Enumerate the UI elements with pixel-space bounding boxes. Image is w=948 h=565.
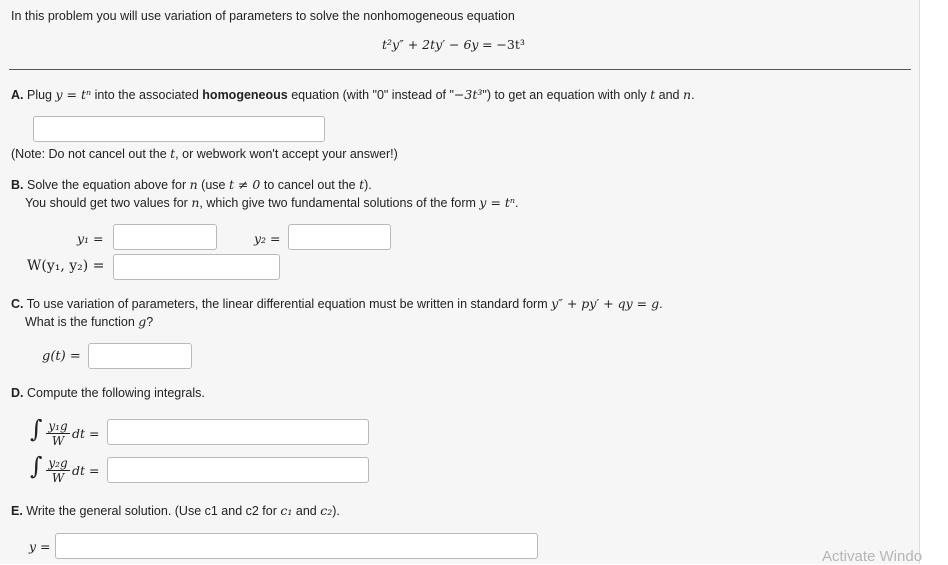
wronskian-label: W(y₁, y₂) = — [27, 258, 105, 274]
general-solution-input[interactable] — [55, 533, 538, 559]
part-e-letter: E. — [11, 504, 23, 518]
part-e-text-2: and — [295, 504, 317, 518]
part-a-math-4: n — [683, 87, 692, 102]
integral-1-denominator: W — [51, 434, 65, 448]
note-text-1: (Note: Do not cancel out the — [11, 147, 167, 161]
y2-label: y₂ = — [254, 231, 281, 246]
integral-2-dt: dt = — [72, 463, 100, 478]
part-e-math-2: c₂ — [320, 503, 333, 518]
part-b-letter: B. — [11, 178, 24, 192]
part-c-letter: C. — [11, 297, 24, 311]
y1-input[interactable] — [113, 224, 217, 250]
part-b-text-2: (use — [201, 178, 226, 192]
part-b-text-1: Solve the equation above for — [26, 178, 187, 192]
integral-2-input[interactable] — [107, 457, 369, 483]
equation-rhs: = −3t³ — [481, 37, 525, 52]
part-a-letter: A. — [11, 88, 24, 102]
part-e-math-1: c₁ — [280, 503, 293, 518]
divider — [9, 69, 911, 70]
part-a-text-4: ") to get an equation with only — [482, 88, 647, 102]
part-e-text-1: Write the general solution. (Use c1 and c2 for — [26, 504, 277, 518]
part-b-text-5: You should get two values for — [25, 196, 188, 210]
note-text-2: , or webwork won't accept your answer!) — [175, 147, 398, 161]
part-c-line-2 — [25, 314, 153, 329]
panel-border — [919, 0, 920, 564]
integral-2-denominator: W — [51, 471, 65, 485]
part-b-line-1 — [11, 177, 372, 192]
part-b-math-1: n — [189, 177, 198, 192]
equation-lhs: t²y″ + 2ty′ − 6y — [382, 37, 479, 52]
part-c-text-1: To use variation of parameters, the linear differential equation must be written in standard form — [26, 297, 548, 311]
part-a-math-1: y = tⁿ — [55, 87, 92, 102]
part-b-math-3: t — [359, 177, 365, 192]
part-a-text-6: . — [691, 88, 695, 102]
part-e-text-3: ). — [332, 504, 340, 518]
part-c-math-2: g — [138, 314, 147, 329]
integral-1-numerator: y₁g — [48, 419, 68, 433]
part-b-text-7: . — [515, 196, 519, 210]
part-b-text-3: to cancel out the — [263, 178, 356, 192]
integral-2-symbol: ∫ — [30, 452, 43, 480]
part-c-text-4: ? — [146, 315, 154, 329]
part-c-text-2: . — [659, 297, 663, 311]
part-a-note — [11, 146, 398, 161]
note-math: t — [170, 146, 176, 161]
part-b-text-6: , which give two fundamental solutions of the form — [199, 196, 476, 210]
part-a-text-3: equation (with "0" instead of " — [291, 88, 454, 102]
part-a-answer-input[interactable] — [33, 116, 325, 142]
g-input[interactable] — [88, 343, 192, 369]
part-c-line-1 — [11, 296, 663, 311]
part-d-instruction — [11, 386, 205, 400]
y1-label: y₁ = — [77, 231, 104, 246]
part-d-text: Compute the following integrals. — [26, 386, 205, 400]
part-d-letter: D. — [11, 386, 24, 400]
y2-input[interactable] — [288, 224, 391, 250]
part-c-text-3: What is the function — [25, 315, 135, 329]
wronskian-input[interactable] — [113, 254, 280, 280]
part-a-bold: homogeneous — [202, 88, 288, 102]
intro-text: In this problem you will use variation of parameters to solve the nonhomogeneous equation — [11, 9, 515, 23]
part-a-math-2: −3t³ — [453, 87, 483, 102]
main-equation — [382, 37, 525, 52]
part-b-math-4: n — [191, 195, 200, 210]
activate-windows-watermark: Activate Windo — [822, 548, 923, 565]
integral-2-numerator: y₂g — [48, 456, 68, 470]
part-c-math-1: y″ + py′ + qy = g — [551, 296, 660, 311]
part-a-text-1: Plug — [26, 88, 53, 102]
integral-1-symbol: ∫ — [30, 415, 43, 443]
part-b-line-2 — [25, 195, 518, 210]
part-b-text-4: ). — [364, 178, 372, 192]
part-e-instruction — [11, 503, 340, 518]
integral-1-dt: dt = — [72, 426, 100, 441]
general-solution-label: y = — [29, 539, 51, 554]
part-a-text-5: and — [658, 88, 680, 102]
g-label: g(t) = — [42, 349, 81, 364]
part-a-math-3: t — [650, 87, 656, 102]
integral-1-input[interactable] — [107, 419, 369, 445]
part-b-math-5: y = tⁿ — [479, 195, 515, 210]
part-a-instruction — [11, 87, 695, 102]
part-b-math-2: t ≠ 0 — [228, 177, 261, 192]
part-a-text-2: into the associated — [94, 88, 199, 102]
